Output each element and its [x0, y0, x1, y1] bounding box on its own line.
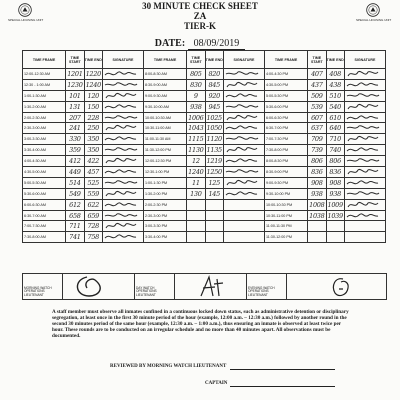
reviewed-by-signature-line[interactable]	[230, 369, 335, 370]
time-start-cell[interactable]: 806	[308, 156, 326, 167]
time-start-cell[interactable]: 1115	[188, 135, 204, 144]
col-header-time-start: TIME START	[308, 51, 326, 69]
time-end-cell[interactable]: 710	[326, 134, 344, 145]
time-start-cell[interactable]: 612	[66, 199, 84, 210]
time-frame-cell: 9:00-9:30 PM	[264, 177, 307, 188]
captain-label: CAPTAIN	[205, 381, 228, 386]
time-frame-cell: 12:30 - 1:00 AM	[23, 79, 66, 90]
time-frame-cell: 4:00-4:30 PM	[264, 69, 307, 80]
signature-cell[interactable]	[223, 156, 264, 167]
table-row	[23, 123, 386, 134]
signature-cell[interactable]	[102, 112, 143, 123]
time-start-cell[interactable]: 637	[308, 123, 326, 134]
header-row	[23, 51, 386, 69]
signature-cell[interactable]	[344, 134, 385, 145]
time-end-cell[interactable]: 640	[326, 123, 344, 134]
col-header-signature: SIGNATURE	[223, 51, 264, 69]
signature-cell[interactable]	[223, 210, 264, 221]
time-end-cell[interactable]: 1219	[206, 157, 222, 166]
initials-scribble	[104, 167, 140, 177]
signature-cell[interactable]	[102, 167, 143, 178]
initials-scribble	[346, 123, 382, 133]
time-start-cell[interactable]: 9	[187, 90, 205, 101]
signature-cell[interactable]	[102, 101, 143, 112]
page-title: 30 MINUTE CHECK SHEET	[142, 1, 258, 11]
time-end-cell[interactable]	[205, 232, 223, 243]
col-header-time-frame: TIME FRAME	[143, 51, 186, 69]
signature-cell[interactable]	[223, 199, 264, 210]
time-frame-cell: 1:00-1:30 PM	[143, 177, 186, 188]
time-frame-cell: 8:30-9:00 PM	[264, 167, 307, 178]
time-frame-cell: 12:30-1:00 PM	[143, 167, 186, 178]
time-start-cell[interactable]: 711	[66, 221, 84, 232]
initials-scribble	[104, 211, 140, 221]
time-end-cell[interactable]: 250	[84, 123, 102, 134]
time-frame-cell: 12:00-12:30 PM	[143, 156, 186, 167]
time-start-cell[interactable]	[187, 232, 205, 243]
time-frame-cell: 10:30-11:00 AM	[143, 123, 186, 134]
signature-cell[interactable]	[102, 221, 143, 232]
table-row	[23, 156, 386, 167]
time-start-cell[interactable]: 830	[187, 79, 205, 90]
time-frame-cell: 8:00-8:30 PM	[264, 156, 307, 167]
signature-cell[interactable]	[102, 69, 143, 80]
time-start-cell[interactable]: 11	[187, 177, 205, 188]
signature-cell[interactable]	[102, 79, 143, 90]
time-end-cell[interactable]: 740	[326, 145, 344, 156]
time-frame-cell: 4:30-5:00 AM	[23, 167, 66, 178]
time-start-cell[interactable]: 549	[66, 188, 84, 199]
time-start-cell[interactable]: 709	[308, 134, 326, 145]
day-lieutenant-label: DAY WATCH OPERATIONS LIEUTENANT	[135, 274, 175, 300]
initials-scribble	[225, 134, 261, 144]
time-end-cell[interactable]: 457	[84, 167, 102, 178]
time-start-cell[interactable]	[187, 199, 205, 210]
time-end-cell[interactable]	[205, 210, 223, 221]
time-start-cell[interactable]: 131	[66, 101, 84, 112]
time-frame-cell: 1:30-2:00 AM	[23, 101, 66, 112]
evening-lieutenant-label: EVENING WATCH OPERATIONS LIEUTENANT	[247, 274, 287, 300]
time-start-cell[interactable]: 539	[308, 101, 326, 112]
instruction-note: A staff member must observe all inmates confined in a continuous locked down status, such as administrative detention or disciplinary segregation, at least once in the first 30 minute period of the hour (example, 12:00 a.m. – 12:30 a.m.) followed by another round in the second 30 minutes period of the same hour (example, 12:30 a.m. – 1:00 a.m.), thus ensuring an inmate is observed at least twice per hour. These rounds are to be conducted on an irregular schedule and no more than 40 minutes apart. All observations must be documented.	[52, 309, 349, 340]
signature-cell[interactable]	[344, 101, 385, 112]
table-row	[23, 101, 386, 112]
signature-cell[interactable]	[102, 134, 143, 145]
initials-scribble	[104, 69, 140, 79]
time-end-cell[interactable]: 145	[205, 188, 223, 199]
time-frame-cell: 5:30-6:00 AM	[23, 188, 66, 199]
check-table	[22, 50, 386, 243]
time-start-cell[interactable]: 330	[66, 134, 84, 145]
time-end-cell[interactable]: 938	[326, 188, 344, 199]
time-start-cell[interactable]: 658	[66, 210, 84, 221]
handwritten-signature-evening	[293, 274, 353, 300]
time-start-cell[interactable]: 207	[66, 112, 84, 123]
time-start-cell[interactable]: 1240	[188, 167, 204, 176]
initials-scribble	[104, 189, 140, 199]
time-end-cell[interactable]: 559	[84, 188, 102, 199]
time-end-cell[interactable]: 1135	[206, 146, 222, 155]
time-end-cell[interactable]: 945	[205, 101, 223, 112]
time-frame-cell: 3:00-3:30 AM	[23, 134, 66, 145]
reviewed-by-label: REVIEWED BY MORNING WATCH LIEUTENANT	[110, 364, 227, 369]
time-start-cell[interactable]: 836	[308, 167, 326, 178]
col-header-time-start: TIME START	[66, 51, 84, 69]
time-end-cell[interactable]: 1009	[327, 200, 343, 209]
initials-scribble	[104, 156, 140, 166]
time-frame-cell: 7:00-7:30 AM	[23, 221, 66, 232]
signature-cell[interactable]	[344, 210, 385, 221]
time-start-cell[interactable]: 130	[187, 188, 205, 199]
table-row	[23, 90, 386, 101]
time-end-cell[interactable]	[326, 221, 344, 232]
initials-scribble	[225, 167, 261, 177]
time-frame-cell: 7:30-8:00 PM	[264, 145, 307, 156]
time-frame-cell: 7:30-8:00 AM	[23, 232, 66, 243]
signature-cell[interactable]	[102, 90, 143, 101]
signature-cell[interactable]	[223, 188, 264, 199]
table-row	[23, 134, 386, 145]
signature-cell[interactable]	[223, 101, 264, 112]
initials-scribble	[104, 113, 140, 123]
initials-scribble	[104, 123, 140, 133]
time-start-cell[interactable]: 1230	[67, 80, 83, 89]
time-frame-cell: 8:00-8:30 AM	[143, 69, 186, 80]
time-end-cell[interactable]: 1050	[206, 124, 222, 133]
time-frame-cell: 9:00-9:30 AM	[143, 90, 186, 101]
time-end-cell[interactable]: 525	[84, 177, 102, 188]
signature-cell[interactable]	[102, 123, 143, 134]
time-frame-cell: 2:30-3:00 AM	[23, 123, 66, 134]
signature-cell[interactable]	[223, 167, 264, 178]
day-lieutenant-signature	[175, 274, 247, 300]
time-end-cell[interactable]: 920	[205, 90, 223, 101]
date-value: 08/09/2019	[188, 38, 246, 50]
seal-caption-left: SPECIAL HOUSING UNIT	[8, 18, 44, 22]
initials-scribble	[346, 69, 382, 79]
time-frame-cell: 3:30-4:00 AM	[23, 145, 66, 156]
initials-scribble	[346, 200, 382, 210]
time-end-cell[interactable]: 1039	[327, 211, 343, 220]
time-end-cell[interactable]: 408	[326, 69, 344, 80]
table-row	[23, 232, 386, 243]
evening-lieutenant-signature	[287, 274, 387, 300]
col-header-time-end: TIME END	[326, 51, 344, 69]
time-end-cell[interactable]: 1120	[206, 135, 222, 144]
initials-scribble	[104, 134, 140, 144]
time-start-cell[interactable]	[187, 221, 205, 232]
morning-lieutenant-signature	[63, 274, 135, 300]
time-start-cell[interactable]: 412	[66, 156, 84, 167]
initials-scribble	[346, 145, 382, 155]
initials-scribble	[225, 189, 261, 199]
time-end-cell[interactable]: 228	[84, 112, 102, 123]
signature-cell[interactable]	[344, 79, 385, 90]
time-start-cell[interactable]: 908	[308, 177, 326, 188]
time-start-cell[interactable]: 1130	[188, 146, 204, 155]
time-frame-cell: 7:00-7:30 PM	[264, 134, 307, 145]
time-end-cell[interactable]	[326, 232, 344, 243]
initials-scribble	[225, 156, 261, 166]
time-frame-cell: 5:30-6:00 PM	[264, 101, 307, 112]
signature-cell[interactable]	[223, 232, 264, 243]
time-start-cell[interactable]: 1201	[67, 69, 83, 78]
time-start-cell[interactable]: 241	[66, 123, 84, 134]
table-row	[23, 69, 386, 80]
signature-cell[interactable]	[102, 199, 143, 210]
initials-scribble	[346, 167, 382, 177]
time-frame-cell: 3:00-3:30 PM	[143, 221, 186, 232]
signature-cell[interactable]	[102, 188, 143, 199]
time-end-cell[interactable]: 422	[84, 156, 102, 167]
time-start-cell[interactable]: 805	[187, 69, 205, 80]
table-row	[23, 177, 386, 188]
time-end-cell[interactable]: 540	[326, 101, 344, 112]
time-end-cell[interactable]: 1250	[206, 167, 222, 176]
initials-scribble	[225, 102, 261, 112]
initials-scribble	[104, 91, 140, 101]
time-start-cell[interactable]	[187, 210, 205, 221]
time-start-cell[interactable]: 449	[66, 167, 84, 178]
table-row	[23, 199, 386, 210]
time-start-cell[interactable]: 101	[66, 90, 84, 101]
col-header-signature: SIGNATURE	[102, 51, 143, 69]
time-end-cell[interactable]: 728	[84, 221, 102, 232]
time-frame-cell: 9:30-10:00 PM	[264, 188, 307, 199]
time-end-cell[interactable]: 1240	[85, 80, 101, 89]
table-row	[23, 145, 386, 156]
initials-scribble	[104, 145, 140, 155]
initials-scribble	[225, 145, 261, 155]
time-start-cell[interactable]	[308, 221, 326, 232]
handwritten-signature-morning	[69, 274, 119, 300]
signature-cell[interactable]	[102, 210, 143, 221]
time-start-cell[interactable]	[308, 232, 326, 243]
time-start-cell[interactable]: 741	[66, 232, 84, 243]
signature-cell[interactable]	[344, 90, 385, 101]
col-header-signature: SIGNATURE	[344, 51, 385, 69]
initials-scribble	[346, 80, 382, 90]
time-start-cell[interactable]: 359	[66, 145, 84, 156]
initials-scribble	[346, 178, 382, 188]
signature-cell[interactable]	[344, 221, 385, 232]
time-frame-cell: 6:30-7:00 AM	[23, 210, 66, 221]
time-frame-cell: 5:00-5:30 PM	[264, 90, 307, 101]
initials-scribble	[104, 80, 140, 90]
initials-scribble	[104, 221, 140, 231]
initials-scribble	[346, 91, 382, 101]
initials-scribble	[346, 156, 382, 166]
time-start-cell[interactable]: 514	[66, 177, 84, 188]
lieutenant-signature-row	[22, 273, 387, 300]
time-end-cell[interactable]: 1025	[206, 113, 222, 122]
time-frame-cell: 3:30-4:00 PM	[143, 232, 186, 243]
morning-lieutenant-label: MORNING WATCH OPERATIONS LIEUTENANT	[23, 274, 63, 300]
table-row	[23, 221, 386, 232]
signature-cell[interactable]	[223, 134, 264, 145]
time-start-cell[interactable]: 938	[308, 188, 326, 199]
time-end-cell[interactable]: 610	[326, 112, 344, 123]
time-end-cell[interactable]: 510	[326, 90, 344, 101]
time-start-cell[interactable]: 1006	[188, 113, 204, 122]
time-frame-cell: 4:30-5:00 PM	[264, 79, 307, 90]
initials-scribble	[225, 123, 261, 133]
table-row	[23, 167, 386, 178]
time-end-cell[interactable]: 758	[84, 232, 102, 243]
signature-cell[interactable]	[344, 167, 385, 178]
initials-scribble	[346, 211, 382, 221]
time-end-cell[interactable]: 438	[326, 79, 344, 90]
time-frame-cell: 2:30-3:00 PM	[143, 210, 186, 221]
table-row	[23, 210, 386, 221]
signature-cell[interactable]	[344, 199, 385, 210]
signature-cell[interactable]	[223, 123, 264, 134]
time-frame-cell: 11:30-12:00 PM	[143, 145, 186, 156]
time-end-cell[interactable]: 820	[205, 69, 223, 80]
signature-cell[interactable]	[102, 145, 143, 156]
time-frame-cell: 6:00-6:30 AM	[23, 199, 66, 210]
signature-cell[interactable]	[344, 145, 385, 156]
seal-caption-right: SPECIAL HOUSING UNIT	[356, 18, 392, 22]
date-line	[0, 38, 400, 50]
signature-cell[interactable]	[223, 79, 264, 90]
signature-cell[interactable]	[223, 221, 264, 232]
table-row	[23, 188, 386, 199]
time-frame-cell: 5:00-5:30 AM	[23, 177, 66, 188]
unit-label: ZA	[193, 11, 207, 21]
time-end-cell[interactable]: 1220	[85, 69, 101, 78]
initials-scribble	[346, 189, 382, 199]
signature-cell[interactable]	[102, 232, 143, 243]
time-frame-cell: 10:00-10:30 PM	[264, 199, 307, 210]
handwritten-signature-day	[181, 274, 231, 300]
time-frame-cell: 11:00-11:30 PM	[264, 221, 307, 232]
initials-scribble	[104, 178, 140, 188]
signature-cell[interactable]	[344, 69, 385, 80]
time-end-cell[interactable]: 350	[84, 134, 102, 145]
initials-scribble	[104, 102, 140, 112]
signature-cell[interactable]	[223, 90, 264, 101]
time-start-cell[interactable]: 938	[187, 101, 205, 112]
time-frame-cell: 12:00-12:30 AM	[23, 69, 66, 80]
time-frame-cell: 10:00-10:30 AM	[143, 112, 186, 123]
time-frame-cell: 11:00-11:30 AM	[143, 134, 186, 145]
signature-cell[interactable]	[344, 123, 385, 134]
signature-cell[interactable]	[344, 112, 385, 123]
col-header-time-frame: TIME FRAME	[264, 51, 307, 69]
time-end-cell[interactable]	[205, 221, 223, 232]
initials-scribble	[225, 178, 261, 188]
time-frame-cell: 10:30-11:00 PM	[264, 210, 307, 221]
time-start-cell[interactable]: 437	[308, 79, 326, 90]
time-start-cell[interactable]: 509	[308, 90, 326, 101]
time-start-cell[interactable]: 607	[308, 112, 326, 123]
signature-cell[interactable]	[223, 145, 264, 156]
time-end-cell[interactable]: 120	[84, 90, 102, 101]
initials-scribble	[225, 113, 261, 123]
time-frame-cell: 6:30-7:00 PM	[264, 123, 307, 134]
time-end-cell[interactable]: 836	[326, 167, 344, 178]
initials-scribble	[346, 113, 382, 123]
initials-scribble	[104, 200, 140, 210]
time-frame-cell: 1:30-2:00 PM	[143, 188, 186, 199]
signature-cell[interactable]	[344, 156, 385, 167]
signature-cell[interactable]	[223, 69, 264, 80]
date-label: DATE:	[154, 38, 186, 49]
time-end-cell[interactable]: 908	[326, 177, 344, 188]
time-end-cell[interactable]	[205, 199, 223, 210]
time-start-cell[interactable]: 407	[308, 69, 326, 80]
initials-scribble	[225, 69, 261, 79]
initials-scribble	[225, 80, 261, 90]
time-start-cell[interactable]: 1008	[309, 200, 325, 209]
signature-cell[interactable]	[344, 188, 385, 199]
time-end-cell[interactable]: 350	[84, 145, 102, 156]
time-frame-cell: 6:00-6:30 PM	[264, 112, 307, 123]
time-frame-cell: 8:30-9:00 AM	[143, 79, 186, 90]
time-frame-cell: 2:00-2:30 PM	[143, 199, 186, 210]
time-start-cell[interactable]: 12	[187, 156, 205, 167]
col-header-time-start: TIME START	[187, 51, 205, 69]
time-frame-cell: 9:30-10:00 AM	[143, 101, 186, 112]
time-end-cell[interactable]: 150	[84, 101, 102, 112]
tier-label: TIER-K	[183, 21, 216, 31]
initials-scribble	[104, 232, 140, 242]
time-start-cell[interactable]: 1038	[309, 211, 325, 220]
signature-cell[interactable]	[102, 177, 143, 188]
time-frame-cell: 11:30-12:00 PM	[264, 232, 307, 243]
time-end-cell[interactable]: 622	[84, 199, 102, 210]
col-header-time-frame: TIME FRAME	[23, 51, 66, 69]
time-end-cell[interactable]: 806	[326, 156, 344, 167]
time-frame-cell: 2:00-2:30 AM	[23, 112, 66, 123]
time-end-cell[interactable]: 659	[84, 210, 102, 221]
initials-scribble	[346, 134, 382, 144]
signature-cell[interactable]	[223, 112, 264, 123]
initials-scribble	[346, 102, 382, 112]
time-end-cell[interactable]: 125	[205, 177, 223, 188]
col-header-time-end: TIME END	[205, 51, 223, 69]
table-row	[23, 79, 386, 90]
time-frame-cell: 4:00-4:30 AM	[23, 156, 66, 167]
time-start-cell[interactable]: 739	[308, 145, 326, 156]
time-end-cell[interactable]: 845	[205, 79, 223, 90]
initials-scribble	[225, 91, 261, 101]
table-row	[23, 112, 386, 123]
signature-cell[interactable]	[102, 156, 143, 167]
signature-cell[interactable]	[223, 177, 264, 188]
captain-signature-line[interactable]	[230, 386, 335, 387]
time-frame-cell: 1:00-1:30 AM	[23, 90, 66, 101]
signature-cell[interactable]	[344, 232, 385, 243]
time-start-cell[interactable]: 1043	[188, 124, 204, 133]
col-header-time-end: TIME END	[84, 51, 102, 69]
signature-cell[interactable]	[344, 177, 385, 188]
